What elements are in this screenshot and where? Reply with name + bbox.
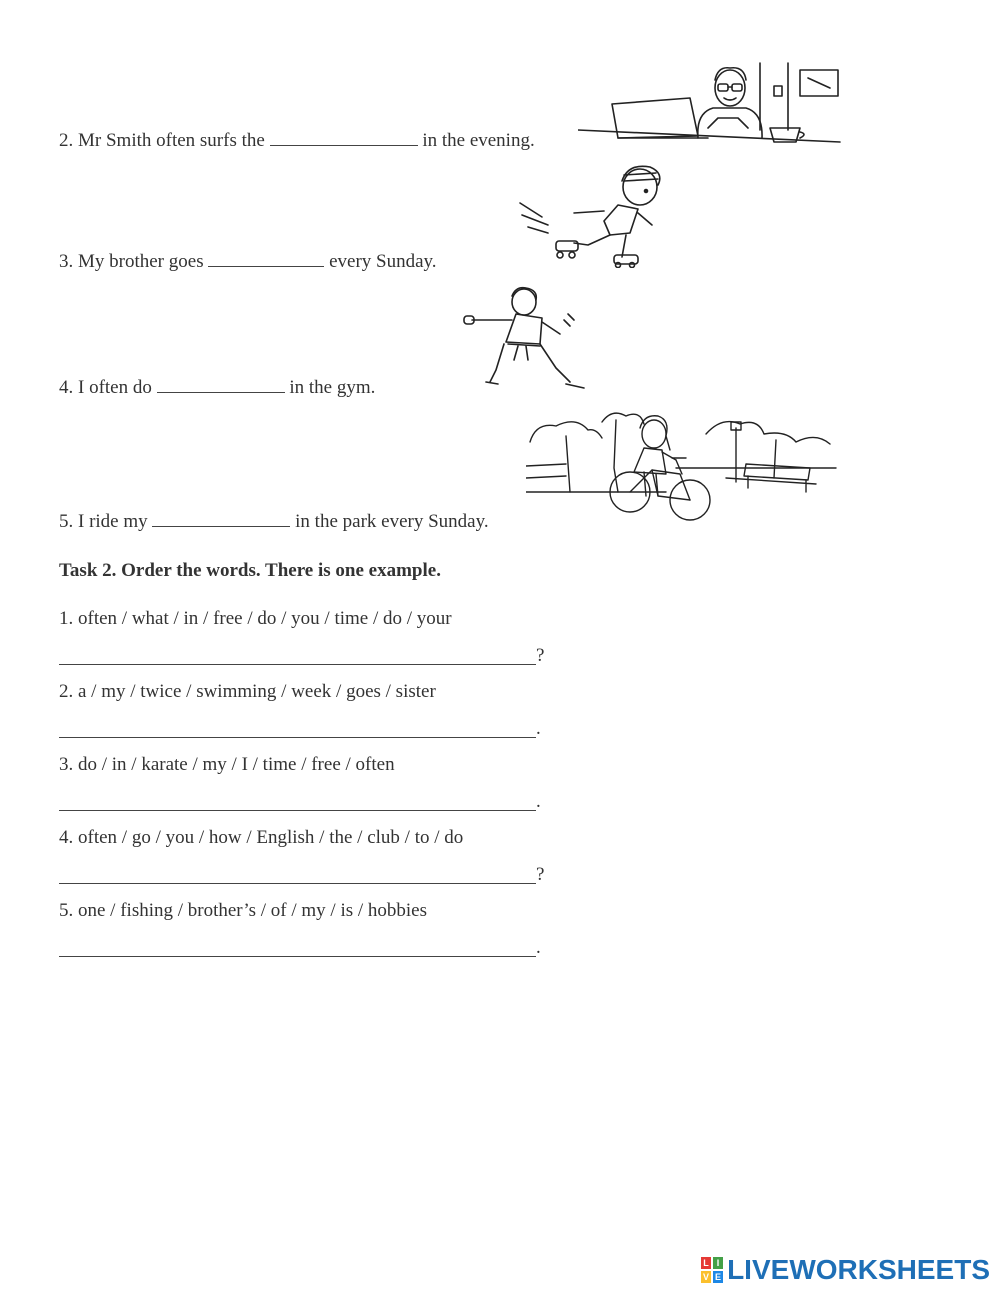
logo-letter-v: V [703,1272,710,1282]
logo-letter-i: I [716,1258,720,1268]
task1-item-3-before: 3. My brother goes [59,251,204,272]
task1-item-2-before: 2. Mr Smith often surfs the [59,130,265,151]
man-laptop-illustration [578,58,844,148]
task2-item-1-answer-line[interactable] [59,664,536,665]
task2-item-5-answer-line[interactable] [59,956,536,957]
task2-item-1-punct: ? [536,645,545,666]
liveworksheets-wordmark: LIVEWORKSHEETS [727,1254,990,1285]
task1-item-3-blank[interactable] [208,250,324,267]
task2-item-3-answer-line[interactable] [59,810,536,811]
task2-item-4-prompt: 4. often / go / you / how / English / the / club / to / do [59,827,464,848]
boy-karate-illustration [460,284,590,394]
task1-item-4-blank[interactable] [157,376,285,393]
logo-letter-l: L [703,1258,709,1268]
task2-item-3-punct: . [536,791,541,812]
task1-item-2 [59,129,535,152]
task1-item-3-after: every Sunday. [329,251,437,272]
task1-item-5 [59,510,489,533]
task1-item-2-blank[interactable] [270,129,418,146]
task2-heading: Task 2. Order the words. There is one example. [59,560,441,581]
task2-item-2-answer-line[interactable] [59,737,536,738]
task2-item-4-punct: ? [536,864,545,885]
task1-item-3 [59,250,437,273]
task2-item-2-prompt: 2. a / my / twice / swimming / week / goes / sister [59,681,436,702]
task1-item-5-blank[interactable] [152,510,290,527]
task1-item-4-after: in the gym. [289,377,376,398]
task2-item-1-prompt: 1. often / what / in / free / do / you / time / do / your [59,608,452,629]
task1-item-4 [59,376,375,399]
task2-item-5-prompt: 5. one / fishing / brother’s / of / my / is / hobbies [59,900,428,921]
task2-item-5-punct: . [536,937,541,958]
task2-item-4-answer-line[interactable] [59,883,536,884]
liveworksheets-logo-icon [701,1257,723,1283]
logo-letter-e: E [715,1272,722,1282]
task1-item-5-before: 5. I ride my [59,511,148,532]
task1-item-2-after: in the evening. [422,130,535,151]
task1-item-4-before: 4. I often do [59,377,152,398]
task2-item-2-punct: . [536,718,541,739]
liveworksheets-brand [701,1254,990,1286]
girl-bike-park-illustration [526,408,840,526]
boy-skating-illustration [518,163,688,268]
task1-item-5-after: in the park every Sunday. [295,511,489,532]
task2-item-3-prompt: 3. do / in / karate / my / I / time / free / often [59,754,395,775]
